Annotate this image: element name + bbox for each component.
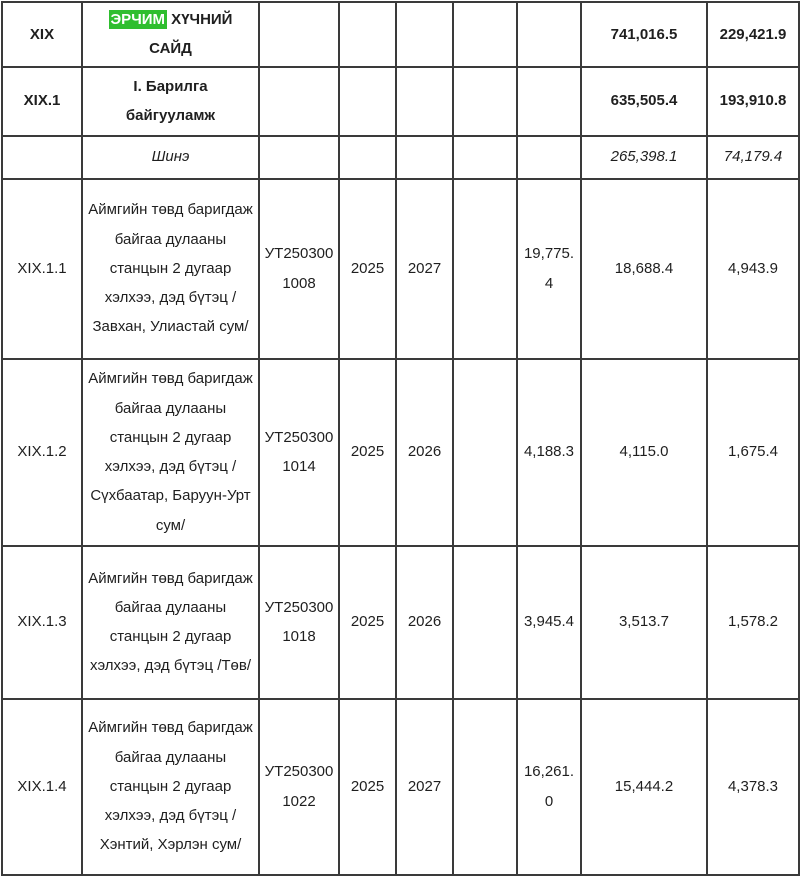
cell-amount-3: 74,179.4: [707, 136, 799, 179]
title-rest: ХҮЧНИЙ САЙД: [149, 11, 233, 58]
cell-code: XIX.1.3: [2, 546, 82, 699]
cell-project-title: I. Барилга байгууламж: [82, 67, 259, 136]
cell-project-title: [82, 2, 259, 67]
cell-amount-3: 1,578.2: [707, 546, 799, 699]
cell-amount-3: 1,675.4: [707, 359, 799, 546]
cell-code: [2, 136, 82, 179]
cell-project-title: Шинэ: [82, 136, 259, 179]
cell-project-code: УТ2503001008: [259, 179, 339, 359]
cell-year-start: [339, 136, 396, 179]
cell-blank: [453, 2, 517, 67]
cell-amount-2: 15,444.2: [581, 699, 707, 875]
cell-project-code: [259, 67, 339, 136]
cell-amount-2: 4,115.0: [581, 359, 707, 546]
cell-code: XIX.1: [2, 67, 82, 136]
cell-year-start: 2025: [339, 546, 396, 699]
cell-amount-2: 635,505.4: [581, 67, 707, 136]
search-highlight: ЭРЧИМ: [110, 11, 166, 28]
cell-year-start: [339, 67, 396, 136]
cell-year-end: [396, 2, 453, 67]
table-row-project: [2, 699, 799, 875]
cell-amount-1: 4,188.3: [517, 359, 581, 546]
cell-amount-3: 4,378.3: [707, 699, 799, 875]
cell-amount-1: [517, 67, 581, 136]
cell-year-end: [396, 67, 453, 136]
cell-project-code: [259, 2, 339, 67]
cell-year-start: 2025: [339, 359, 396, 546]
cell-amount-3: 4,943.9: [707, 179, 799, 359]
cell-blank: [453, 136, 517, 179]
cell-year-end: [396, 136, 453, 179]
table-row-project: [2, 546, 799, 699]
cell-blank: [453, 699, 517, 875]
cell-code: XIX.1.1: [2, 179, 82, 359]
budget-table: [1, 1, 800, 876]
cell-amount-2: 3,513.7: [581, 546, 707, 699]
cell-year-end: 2026: [396, 546, 453, 699]
table-row-project: [2, 179, 799, 359]
cell-amount-3: 229,421.9: [707, 2, 799, 67]
cell-project-title: Аймгийн төвд баригдаж байгаа дулааны станцын 2 дугаар хэлхээ, дэд бүтэц /Завхан, Улиастай сум/: [82, 179, 259, 359]
cell-blank: [453, 546, 517, 699]
cell-amount-1: 19,775.4: [517, 179, 581, 359]
cell-blank: [453, 359, 517, 546]
table-row-project: [2, 359, 799, 546]
cell-year-start: 2025: [339, 699, 396, 875]
table-row-subtotal-new: [2, 136, 799, 179]
cell-amount-1: [517, 2, 581, 67]
cell-project-code: УТ2503001022: [259, 699, 339, 875]
cell-code: XIX: [2, 2, 82, 67]
cell-project-code: УТ2503001018: [259, 546, 339, 699]
cell-project-title: Аймгийн төвд баригдаж байгаа дулааны станцын 2 дугаар хэлхээ, дэд бүтэц /Төв/: [82, 546, 259, 699]
cell-amount-1: 3,945.4: [517, 546, 581, 699]
cell-year-end: 2027: [396, 179, 453, 359]
cell-amount-2: 741,016.5: [581, 2, 707, 67]
cell-year-end: 2026: [396, 359, 453, 546]
cell-project-title: Аймгийн төвд баригдаж байгаа дулааны станцын 2 дугаар хэлхээ, дэд бүтэц /Хэнтий, Хэрлэн сум/: [82, 699, 259, 875]
cell-amount-1: 16,261.0: [517, 699, 581, 875]
cell-year-start: [339, 2, 396, 67]
table-row-section: [2, 67, 799, 136]
cell-blank: [453, 179, 517, 359]
table-row-ministry: [2, 2, 799, 67]
cell-project-code: УТ2503001014: [259, 359, 339, 546]
cell-blank: [453, 67, 517, 136]
cell-year-end: 2027: [396, 699, 453, 875]
cell-code: XIX.1.2: [2, 359, 82, 546]
cell-amount-2: 265,398.1: [581, 136, 707, 179]
cell-project-title: Аймгийн төвд баригдаж байгаа дулааны станцын 2 дугаар хэлхээ, дэд бүтэц /Сүхбаатар, Баруун-Урт сум/: [82, 359, 259, 546]
cell-amount-1: [517, 136, 581, 179]
cell-year-start: 2025: [339, 179, 396, 359]
cell-code: XIX.1.4: [2, 699, 82, 875]
cell-project-code: [259, 136, 339, 179]
cell-amount-2: 18,688.4: [581, 179, 707, 359]
cell-amount-3: 193,910.8: [707, 67, 799, 136]
